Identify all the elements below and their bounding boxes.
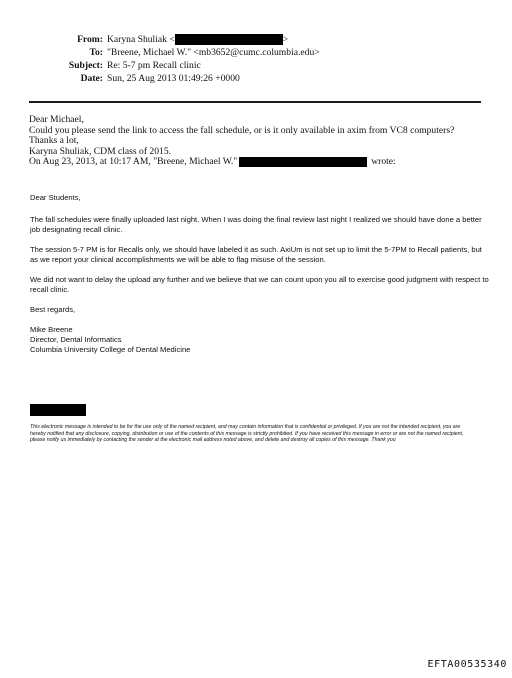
signature-org: Columbia University College of Dental Medicine (30, 345, 191, 354)
from-label: From: (77, 34, 103, 45)
quoted-paragraph: The session 5-7 PM is for Recalls only, we should have labeled it as such. AxiUm is not set up to limit the 5-7PM to Recall patients, but as we report your clinical accomplishments we will be able to flag misuse of the session. (30, 245, 482, 264)
reply-line: Thanks a lot, (29, 135, 79, 146)
to-label: To: (89, 47, 103, 58)
from-value (107, 34, 288, 46)
from-sender: Karyna Shuliak < (107, 34, 175, 45)
redaction-bar (175, 34, 283, 45)
quoted-paragraph: The fall schedules were finally uploaded last night. When I was doing the final review last night I realized we should have done a better job designating recall clinic. (30, 215, 482, 234)
subject-label: Subject: (68, 60, 103, 71)
header-divider (29, 101, 481, 103)
from-row (0, 34, 460, 46)
from-tail: > (282, 34, 289, 45)
quoted-salutation: Dear Students, (30, 193, 81, 202)
quoted-closing: Best regards, (30, 305, 76, 314)
quoted-message (30, 193, 490, 355)
quoted-paragraph: We did not want to delay the upload any further and we believe that we can count upon you all to exercise good judgment with respect to recall clinic. (30, 275, 489, 294)
signature-name: Mike Breene (30, 325, 73, 334)
to-value: "Breene, Michael W." <mb3652@cumc.columbia.edu> (107, 47, 320, 58)
subject-value: Re: 5-7 pm Recall clinic (107, 60, 201, 71)
reply-greeting: Dear Michael, (29, 114, 84, 125)
quote-wrote: wrote: (371, 156, 396, 168)
date-label: Date: (80, 73, 103, 84)
redaction-bar (239, 157, 367, 167)
to-row (0, 47, 460, 59)
reply-line: Karyna Shuliak, CDM class of 2015. (29, 145, 172, 157)
bates-number: EFTA00535340 (427, 659, 507, 670)
quote-intro-line (29, 157, 499, 168)
date-row (0, 73, 460, 85)
reply-body (29, 115, 499, 168)
redaction-bar (30, 404, 86, 416)
date-value: Sun, 25 Aug 2013 01:49:26 +0000 (107, 73, 240, 84)
confidentiality-disclaimer: This electronic message is intended to be for the use only of the named recipient, and may contain information that is confidential or privileged. If you are not the intended recipient, you are hereby notified that any disclosure, copying, distribution or use of the contents of this message is strictly prohibited. If you have received this message in error or are not the named recipient, please notify us immediately by contacting the sender at the electronic mail address noted above, and delete and destroy all copies of this message. Thank you (30, 424, 464, 444)
reply-line: Could you please send the link to access the fall schedule, or is it only available in axim from VC8 computers? (29, 124, 455, 136)
signature-title: Director, Dental Informatics (30, 335, 122, 344)
subject-row (0, 60, 460, 72)
quote-intro: On Aug 23, 2013, at 10:17 AM, "Breene, Michael W." (29, 156, 238, 168)
